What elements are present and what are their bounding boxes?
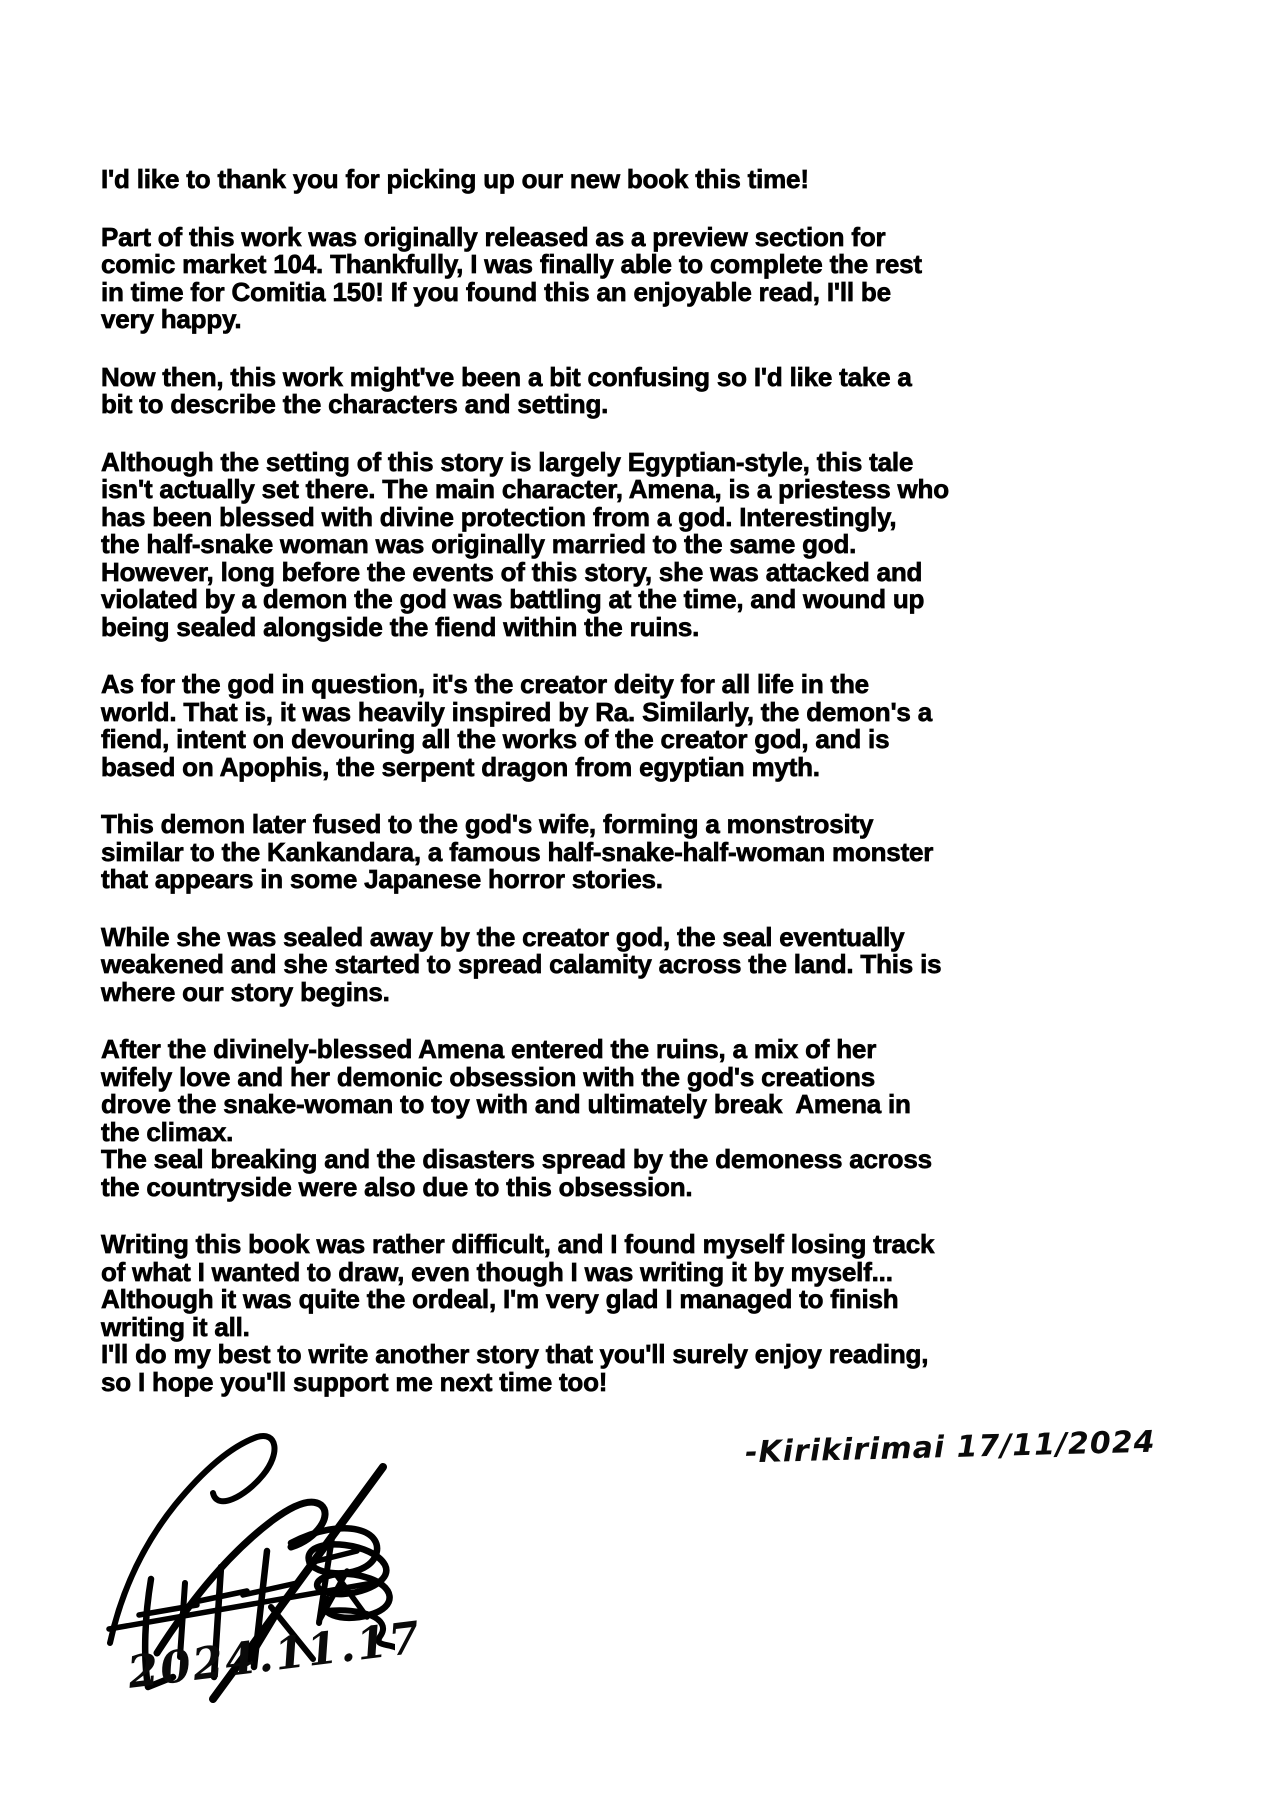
text-line: After the divinely-blessed Amena entered the ruins, a mix of her <box>101 1034 877 1064</box>
text-line: The seal breaking and the disasters spread by the demoness across <box>101 1144 932 1174</box>
text-line: in time for Comitia 150! If you found this an enjoyable read, I'll be <box>101 276 891 307</box>
paragraph-thanks <box>101 166 1021 194</box>
text-line: where our story begins. <box>101 976 390 1007</box>
text-line: drove the snake-woman to toy with and ultimately break Amena in <box>101 1089 911 1119</box>
text-line: has been blessed with divine protection from a god. Interestingly, <box>101 501 897 532</box>
text-line: As for the god in question, it's the creator deity for all life in the <box>101 669 869 699</box>
text-line: This demon later fused to the god's wife, forming a monstrosity <box>101 809 874 839</box>
afterword-text <box>101 166 1021 1426</box>
paragraph-release <box>101 221 1021 334</box>
text-line: the countryside were also due to this obsession. <box>101 1171 693 1202</box>
text-line: Writing this book was rather difficult, and I found myself losing track <box>101 1229 935 1259</box>
text-line: the half-snake woman was originally married to the same god. <box>101 529 857 559</box>
text-line: of what I wanted to draw, even though I was writing it by myself... <box>101 1256 893 1287</box>
text-line: I'd like to thank you for picking up our new book this time! <box>101 164 809 194</box>
text-line: I'll do my best to write another story that you'll surely enjoy reading, <box>101 1339 929 1369</box>
text-line: being sealed alongside the fiend within the ruins. <box>101 611 700 642</box>
text-line: While she was sealed away by the creator god, the seal eventually <box>101 921 905 952</box>
text-line: based on Apophis, the serpent dragon from egyptian myth. <box>101 751 820 782</box>
text-line: weakened and she started to spread calamity across the land. This is <box>101 949 942 979</box>
text-line: writing it all. <box>101 1311 250 1342</box>
text-line: However, long before the events of this story, she was attacked and <box>101 556 923 587</box>
text-line: Now then, this work might've been a bit confusing so I'd like take a <box>101 361 912 392</box>
paragraph-demon <box>101 811 1021 894</box>
text-line: the climax. <box>101 1116 234 1147</box>
paragraph-closing <box>101 1231 1021 1396</box>
text-line: bit to describe the characters and setting. <box>101 389 609 419</box>
text-line: Part of this work was originally released as a preview section for <box>101 221 886 252</box>
text-line: wifely love and her demonic obsession with the god's creations <box>101 1061 875 1092</box>
text-line: comic market 104. Thankfully, I was finally able to complete the rest <box>101 249 922 279</box>
text-line: similar to the Kankandara, a famous half-snake-half-woman monster <box>101 836 934 867</box>
paragraph-intro <box>101 361 1021 419</box>
text-line: Although the setting of this story is largely Egyptian-style, this tale <box>101 446 914 477</box>
author-credit-handwritten: -Kirikirimai 17/11/2024 <box>744 1424 1156 1471</box>
text-line: violated by a demon the god was battling at the time, and wound up <box>101 584 925 614</box>
paragraph-god <box>101 671 1021 781</box>
text-line: that appears in some Japanese horror stories. <box>101 864 663 894</box>
text-line: isn't actually set there. The main character, Amena, is a priestess who <box>101 474 949 504</box>
text-line: world. That is, it was heavily inspired by Ra. Similarly, the demon's a <box>101 696 932 727</box>
paragraph-climax <box>101 1036 1021 1201</box>
text-line: fiend, intent on devouring all the works of the creator god, and is <box>101 724 890 754</box>
text-line: so I hope you'll support me next time too! <box>101 1366 608 1397</box>
text-line: very happy. <box>101 304 242 334</box>
text-line: Although it was quite the ordeal, I'm very glad I managed to finish <box>101 1284 899 1314</box>
signature-date-handwritten: 2024.11.17 <box>124 1612 425 1699</box>
paragraph-setting <box>101 446 1021 642</box>
paragraph-seal <box>101 921 1021 1007</box>
